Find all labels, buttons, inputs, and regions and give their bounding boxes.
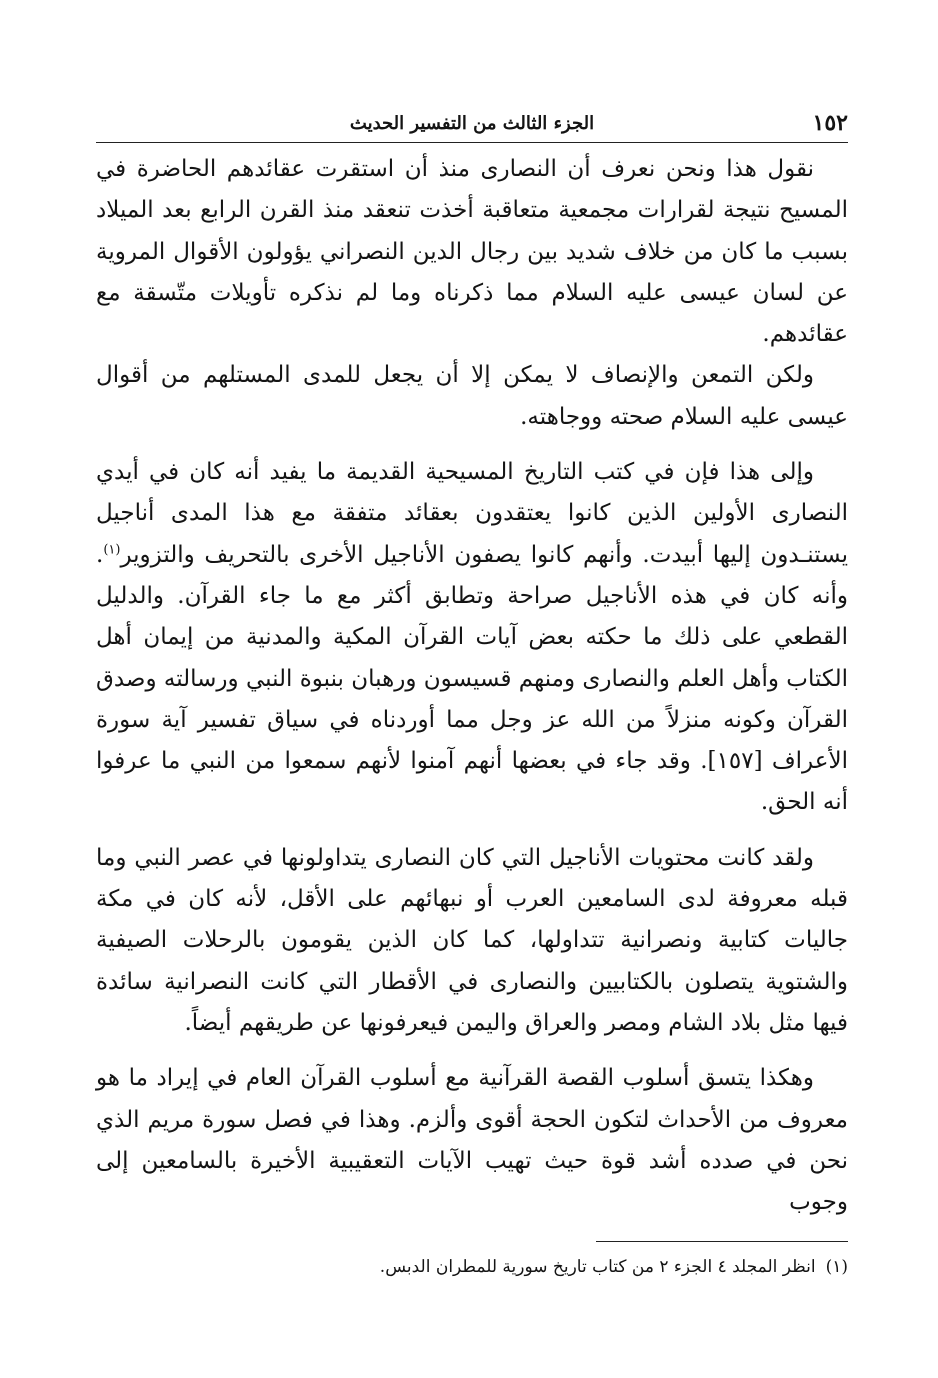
paragraph-4: ولقد كانت محتويات الأناجيل التي كان النصارى يتداولونها في عصر النبي وما قبله معروفة لدى السامعين العرب أو نبهائهم على الأقل، لأنه كان في مكة جاليات كتابية ونصرانية تتداولها، كما كان الذين يقومون بالرحلات الصيفية والشتوية يتصلون بالكتابيين والنصارى في الأقطار التي كانت النصرانية سائدة فيها مثل بلاد الشام ومصر والعراق واليمن فيعرفونها عن طريقهم أيضاً. [96,844,848,1036]
footnote [96,1254,848,1280]
page-number: ١٥٢ [812,110,848,136]
paragraph-1: نقول هذا ونحن نعرف أن النصارى منذ أن استقرت عقائدهم الحاضرة في المسيح نتيجة لقرارات مجمعية متعاقبة أخذت تنعقد منذ القرن الرابع بعد الميلاد بسبب ما كان من خلاف شديد بين رجال الدين النصراني يؤولون الأقوال المروية عن لسان عيسى عليه السلام مما ذكرناه وما لم نذكره تأويلات متّسقة مع عقائدهم. [96,156,848,348]
paragraph-5: وهكذا يتسق أسلوب القصة القرآنية مع أسلوب القرآن العام في إيراد ما هو معروف من الأحداث لتكون الحجة أقوى وألزم. وهذا في فصل سورة مريم الذي نحن في صدده أشد قوة حيث تهيب الآيات التعقيبية الأخيرة بالسامعين إلى وجوب [96,1065,848,1216]
footnote-divider [596,1241,848,1242]
running-header [96,108,848,143]
book-page [96,108,848,1348]
paragraph-2: ولكن التمعن والإنصاف لا يمكن إلا أن يجعل للمدى المستلهم من أقوال عيسى عليه السلام صحته ووجاهته. [96,362,848,430]
paragraph-3-part-1: وإلى هذا فإن في كتب التاريخ المسيحية القديمة ما يفيد أنه كان في أيدي النصارى الأولين الذين كانوا يعتقدون بعقائد متفقة مع هذا المدى أناجيل يستنـدون إليها أبيدت. وأنهم كانوا يصفون الأناجيل الأخرى بالتحريف والتزوير [96,459,848,568]
book-title: الجزء الثالث من التفسير الحديث [349,113,595,134]
footnote-text: انظر المجلد ٤ الجزء ٢ من كتاب تاريخ سورية للمطران الدبس. [379,1257,816,1278]
footnote-reference[interactable]: (١) [103,542,121,558]
body-text [96,149,848,1223]
paragraph-3 [96,452,848,824]
paragraph-3-part-2: . وأنه كان في هذه الأناجيل صراحة وتطابق أكثر مع ما جاء القرآن. والدليل القطعي على ذلك ما حكته بعض آيات القرآن المكية والمدنية من إيمان أهل الكتاب وأهل العلم والنصارى ومنهم قسيسون ورهبان بنبوة النبي ورسالته وصدق القرآن وكونه منزلاً من الله عز وجل مما أوردناه في سياق تفسير آية سورة الأعراف [١٥٧]. وقد جاء في بعضها أنهم آمنوا لأنهم سمعوا من النبي ما عرفوا أنه الحق. [96,541,848,816]
footnote-mark: (١) [825,1257,848,1278]
